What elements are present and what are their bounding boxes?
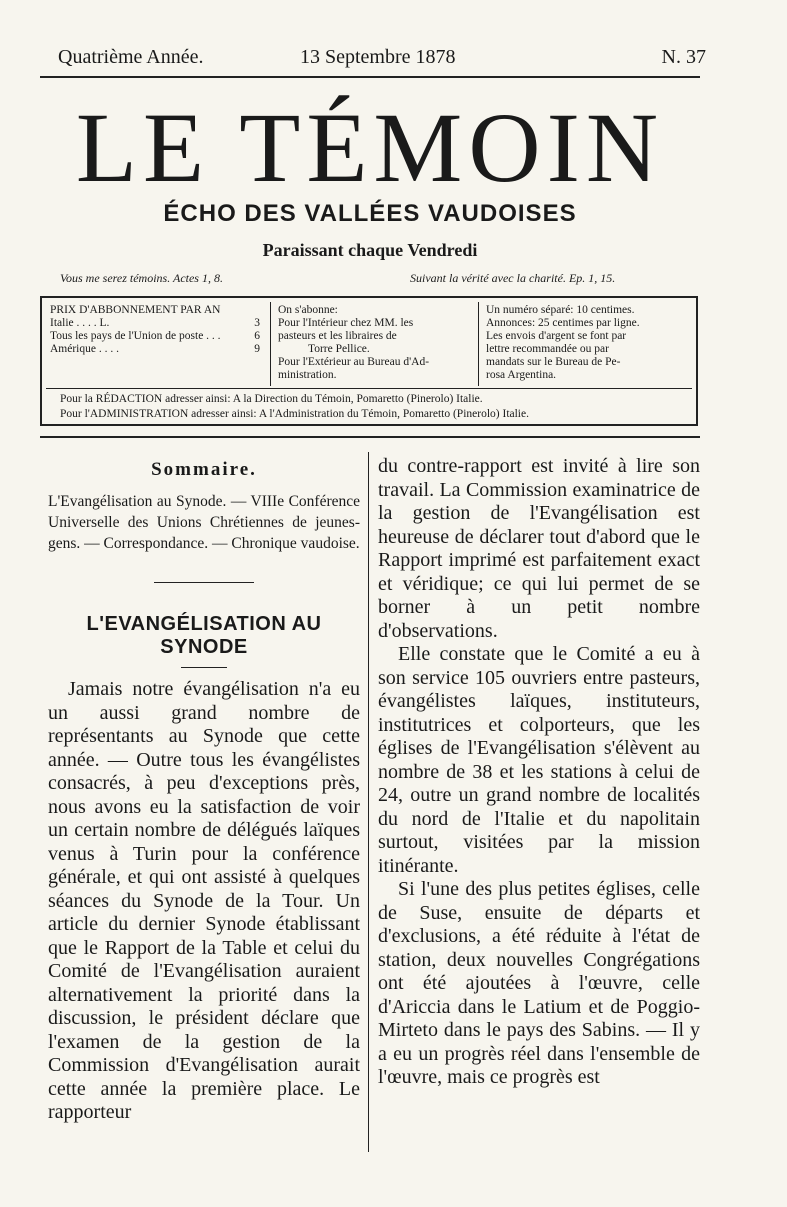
price-heading: PRIX D'ABBONNEMENT PAR AN (50, 304, 221, 316)
article-paragraph: Si l'une des plus petites églises, celle de Suse, ensuite de départs et d'exclusions, a été réduite à l'état de station, deux nouvelles Congrégations ont été ajoutées à l'œuvre, celle d'Ariccia dans le Latium et de Poggio-Mirteto dans le pays des Sabins. — Il y a eu un progrès réel dans l'ensemble de l'œuvre, mais ce progrès est (378, 878, 700, 1088)
subscribe-column: On s'abonne: Pour l'Intérieur chez MM. les pasteurs et les libraires de Torre Pellice. Pour l'Extérieur au Bureau d'Ad- ministration. (278, 304, 430, 381)
column-separator (368, 452, 369, 1152)
subscription-info-box (40, 296, 698, 426)
newspaper-subtitle: ÉCHO DES VALLÉES VAUDOISES (163, 200, 577, 227)
sommaire-title: Sommaire. (151, 459, 257, 480)
header-rule (40, 76, 700, 78)
sommaire-text: L'Evangélisation au Synode. — VIIIe Conférence Universelle des Unions Chrétiennes de jeunes-gens. — Correspondance. — Chronique vaudoise. (48, 493, 360, 552)
newspaper-title: LE TÉMOIN (75, 92, 665, 203)
divider (154, 582, 254, 583)
right-column (378, 455, 700, 1090)
column-divider (270, 302, 271, 386)
header-line (58, 46, 706, 70)
article-title: L'EVANGÉLISATION AU SYNODE (86, 613, 322, 658)
administration-address: Pour l'ADMINISTRATION adresser ainsi: A l'Administration du Témoin, Pomaretto (Pinerolo) Italie. (60, 408, 529, 420)
section-rule (40, 436, 700, 438)
price-row: Tous les pays de l'Union de poste . . . 6 (50, 330, 260, 342)
article-paragraph: Elle constate que le Comité a eu à son service 105 ouvriers entre pasteurs, évangélistes laïques, instituteurs, institutrices et colporteurs, que les églises de l'Evangélisation s'élèvent au nombre de 38 et les stations à celui de 24, outre un grand nombre de localités du nord de l'Italie et du napolitain surtout, visitées par la mission itinérante. (378, 643, 700, 877)
article-body-left (48, 678, 360, 1125)
article-body-right (378, 455, 700, 1090)
divider (181, 667, 227, 668)
price-row: Italie . . . . L. 3 (50, 317, 260, 329)
year-label: Quatrième Année. (58, 46, 204, 68)
motto-left: Vous me serez témoins. Actes 1, 8. (60, 271, 223, 285)
article-paragraph: Jamais notre évangélisation n'a eu un aussi grand nombre de représentants au Synode que cette année. — Outre tous les évangélistes consacrés, à peu d'exceptions près, nous avons eu la satisfaction de voir un certain nombre de délégués laïques venus à Turin pour la conférence générale, et qui ont assisté à quelques séances du Synode de la Tour. Un article du dernier Synode établissant que le Rapport de la Table et celui du Comité de l'Evangélisation auraient alternativement la priorité dans la discussion, le président déclare que l'examen de la gestion de la Commission d'Evangélisation aurait cette année la première place. Le rapporteur (48, 678, 360, 1123)
box-separator (46, 388, 692, 389)
price-column (50, 304, 260, 356)
column-divider (478, 302, 479, 386)
issue-date: 13 Septembre 1878 (300, 46, 456, 68)
motto-right: Suivant la vérité avec la charité. Ep. 1, 15. (410, 271, 616, 285)
price-row: Amérique . . . . 9 (50, 343, 260, 355)
redaction-address: Pour la RÉDACTION adresser ainsi: A la Direction du Témoin, Pomaretto (Pinerolo) Italie. (60, 393, 483, 405)
left-column (48, 455, 360, 1125)
article-paragraph: du contre-rapport est invité à lire son travail. La Commission examinatrice de la gestion de l'Evangélisation est heureuse de déclarer tout d'abord que le Rapport imprimé est parfaitement exact et véridique; ce qui lui permet de se borner à un petit nombre d'observations. (378, 455, 700, 642)
notice-column: Un numéro séparé: 10 centimes. Annonces: 25 centimes par ligne. Les envois d'argent se font par lettre recommandée ou par mandats sur le Bureau de Pe- rosa Argentina. (486, 304, 640, 381)
publication-frequency: Paraissant chaque Vendredi (262, 240, 478, 260)
issue-number: N. 37 (661, 46, 706, 68)
